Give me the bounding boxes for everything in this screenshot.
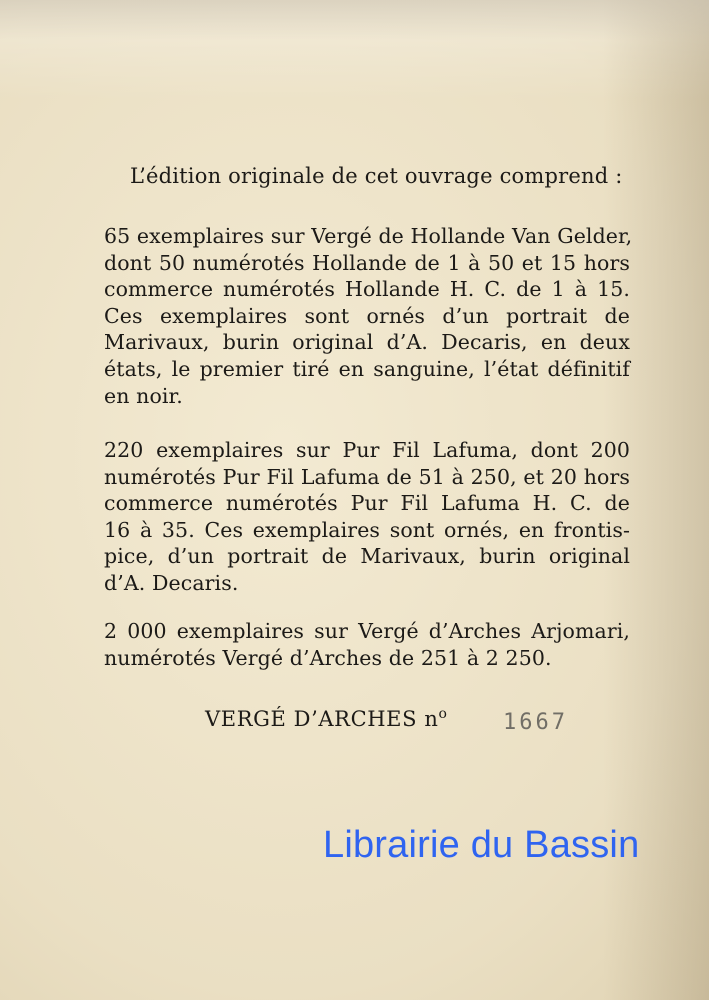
text-line: états, le premier tiré en sanguine, l’état définitif (104, 356, 630, 381)
edition-heading: L’édition originale de cet ouvrage comprend : (130, 164, 623, 188)
text-line: Ces exemplaires sont ornés d’un portrait de (104, 303, 630, 328)
page-top-shadow (0, 0, 709, 40)
text-line: 65 exemplaires sur Vergé de Hollande Van Gelder, (104, 224, 633, 248)
stamped-copy-number: 1667 (503, 710, 568, 735)
text-line: en noir. (104, 383, 183, 408)
text-line: commerce numérotés Hollande H. C. de 1 à 15. (104, 277, 630, 302)
paragraph-arches (104, 618, 630, 671)
text-line: 2 000 exemplaires sur Vergé d’Arches Arjomari, (104, 619, 630, 643)
text-line: Marivaux, burin original d’A. Decaris, en deux (104, 330, 630, 355)
seller-watermark: Librairie du Bassin (323, 824, 640, 866)
text-line: 16 à 35. Ces exemplaires sont ornés, en frontis- (104, 517, 630, 542)
text-line: numérotés Pur Fil Lafuma de 51 à 250, et 20 hors (104, 464, 630, 489)
paragraph-pur-fil (104, 437, 630, 597)
number-prefix: $n^o$ (424, 706, 448, 731)
text-line: numérotés Vergé d’Arches de 251 à 2 250. (104, 645, 552, 670)
text-line: d’A. Decaris. (104, 570, 239, 595)
text-line: dont 50 numérotés Hollande de 1 à 50 et 15 hors (104, 250, 630, 275)
copy-numbering (205, 706, 448, 731)
text-line: 220 exemplaires sur Pur Fil Lafuma, dont 200 (104, 438, 630, 462)
text-line: commerce numérotés Pur Fil Lafuma H. C. de (104, 491, 630, 516)
paragraph-hollande (104, 223, 633, 409)
text-line: pice, d’un portrait de Marivaux, burin original (104, 544, 630, 569)
copy-label: VERGÉ D’ARCHES (205, 707, 418, 731)
